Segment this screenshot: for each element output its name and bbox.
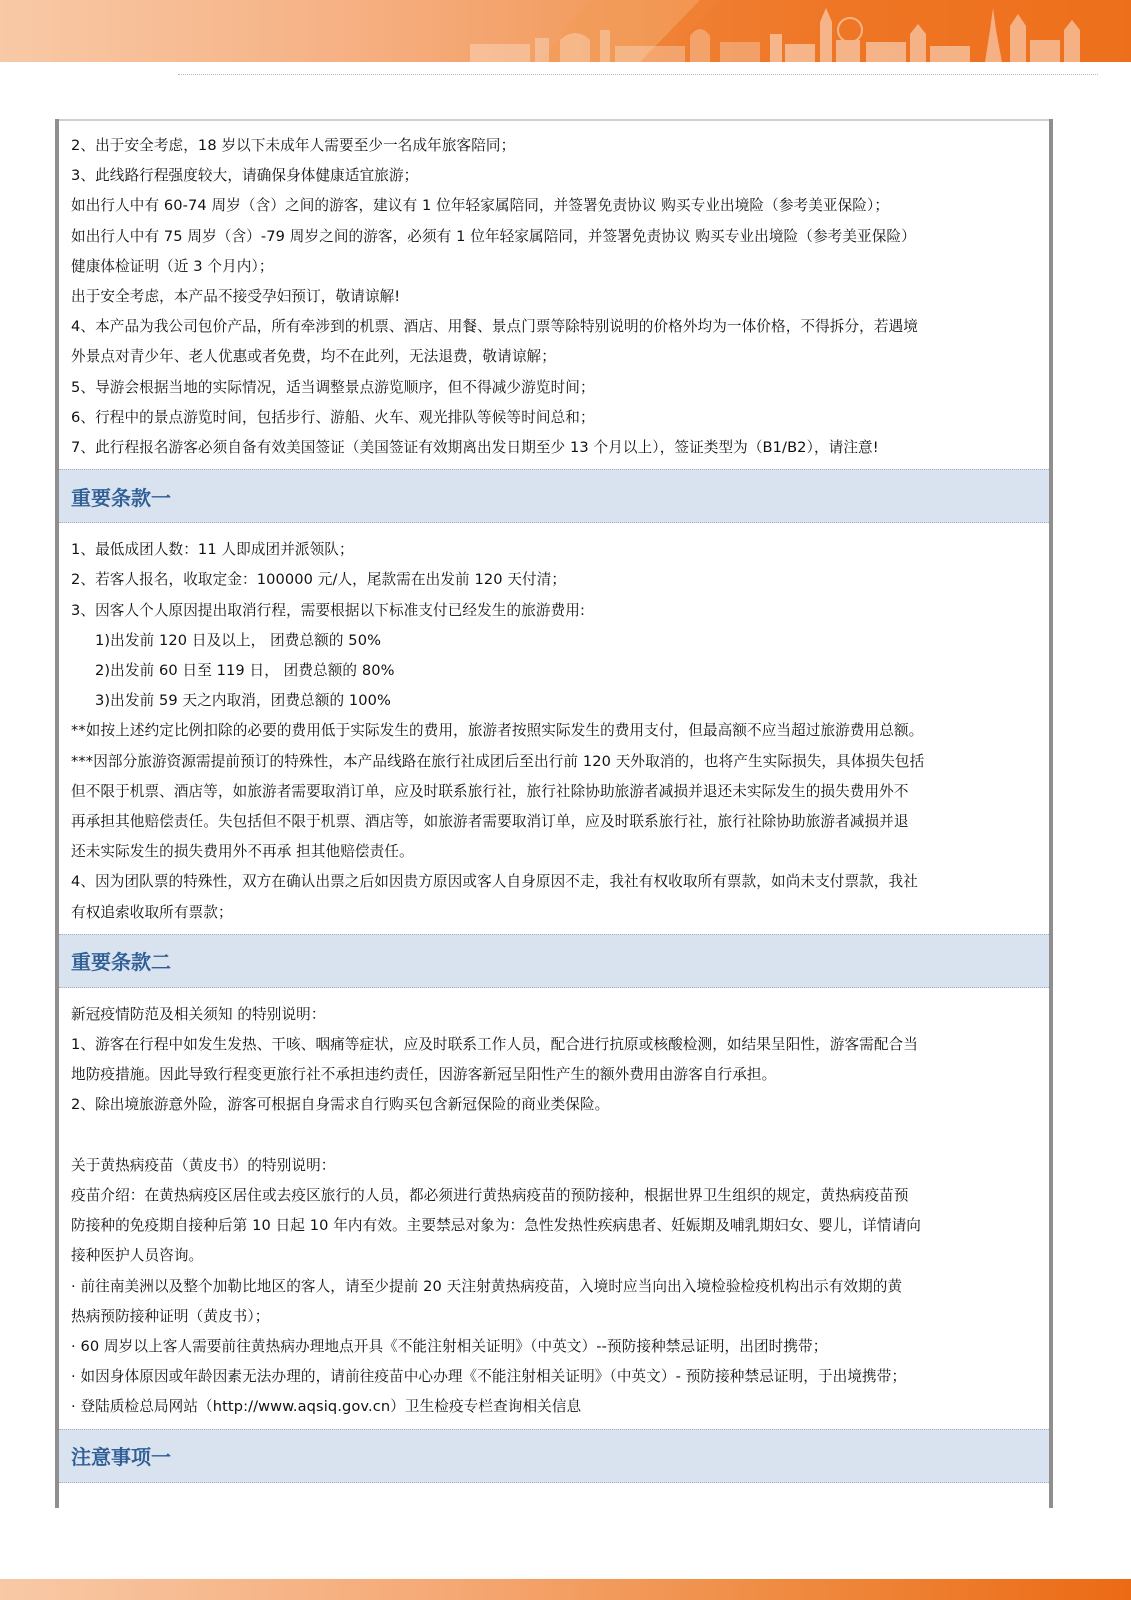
text-line: 2)出发前 60 日至 119 日， 团费总额的 80% [95,662,395,680]
skyline-decoration-icon [0,0,1131,62]
text-line: 热病预防接种证明（黄皮书）； [71,1307,270,1325]
text-line: ***因部分旅游资源需提前预订的特殊性，本产品线路在旅行社成团后至出行前 120 天外取消的，也将产生实际损失，具体损失包括 [71,752,925,770]
text-line: 关于黄热病疫苗（黄皮书）的特别说明： [71,1156,336,1174]
text-line: 1、游客在行程中如发生发热、干咳、咽痛等症状，应及时联系工作人员，配合进行抗原或核酸检测，如结果呈阳性，游客需配合当 [71,1036,918,1054]
spacer [71,1121,1039,1151]
text-line: 4、本产品为我公司包价产品，所有牵涉到的机票、酒店、用餐、景点门票等除特别说明的价格外均为一体价格，不得拆分，若遇境 [71,318,918,336]
text-line: 还未实际发生的损失费用外不再承 担其他赔偿责任。 [71,843,414,861]
text-line: 6、行程中的景点游览时间，包括步行、游船、火车、观光排队等候等时间总和； [71,408,595,426]
section-title-important-terms-2: 重要条款二 [59,934,1049,988]
text-line: 出于安全考虑，本产品不接受孕妇预订，敬请谅解! [71,288,401,306]
text-line: 1)出发前 120 日及以上， 团费总额的 50% [95,631,382,649]
text-line: 7、此行程报名游客必须自备有效美国签证（美国签证有效期离出发日期至少 13 个月以上），签证类型为（B1/B2），请注意! [71,439,879,457]
section-title-notes-1: 注意事项一 [59,1429,1049,1483]
text-line: 3、此线路行程强度较大，请确保身体健康适宜旅游； [71,167,419,185]
text-line: 如出行人中有 75 周岁（含）-79 周岁之间的游客，必须有 1 位年轻家属陪同，并签署免责协议 购买专业出境险（参考美亚保险） [71,227,916,245]
text-line: 3、因客人个人原因提出取消行程，需要根据以下标准支付已经发生的旅游费用: [71,601,585,619]
content-frame [55,119,1053,1508]
header-divider [178,74,1098,75]
text-line: 2、若客人报名，收取定金：100000 元/人，尾款需在出发前 120 天付清； [71,571,567,589]
text-line: 再承担其他赔偿责任。失包括但不限于机票、酒店等，如旅游者需要取消订单，应及时联系旅行社，旅行社除协助旅游者减损并退 [71,813,909,831]
text-line: 5、导游会根据当地的实际情况，适当调整景点游览顺序，但不得减少游览时间； [71,378,595,396]
text-line: 健康体检证明（近 3 个月内）； [71,257,274,275]
bullet-line: · 如因身体原因或年龄因素无法办理的，请前往疫苗中心办理《不能注射相关证明》（中英文）- 预防接种禁忌证明，于出境携带； [71,1368,907,1386]
text-line: 有权追索收取所有票款； [71,903,233,921]
bullet-line: · 前往南美洲以及整个加勒比地区的客人，请至少提前 20 天注射黄热病疫苗，入境时应当向出入境检验检疫机构出示有效期的黄 [71,1277,903,1295]
text-line: 新冠疫情防范及相关须知 的特别说明： [71,1005,326,1023]
text-line: 2、出于安全考虑，18 岁以下未成年人需要至少一名成年旅客陪同； [71,137,516,154]
text-line: 防接种的免疫期自接种后第 10 日起 10 年内有效。主要禁忌对象为：急性发热性疾病患者、妊娠期及哺乳期妇女、婴儿，详情请向 [71,1217,921,1235]
text-line: 地防疫措施。因此导致行程变更旅行社不承担违约责任，因游客新冠呈阳性产生的额外费用由游客自行承担。 [71,1066,777,1084]
section-title-important-terms-1: 重要条款一 [59,469,1049,523]
text-line: 如出行人中有 60-74 周岁（含）之间的游客，建议有 1 位年轻家属陪同，并签署免责协议 购买专业出境险（参考美亚保险）； [71,197,890,215]
text-line: 疫苗介绍：在黄热病疫区居住或去疫区旅行的人员，都必须进行黄热病疫苗的预防接种，根据世界卫生组织的规定，黄热病疫苗预 [71,1186,909,1204]
text-line: 外景点对青少年、老人优惠或者免费，均不在此列，无法退费，敬请谅解； [71,348,556,366]
text-line: 接种医护人员咨询。 [71,1247,204,1265]
text-line: 3)出发前 59 天之内取消，团费总额的 100% [95,692,392,710]
text-line: **如按上述约定比例扣除的必要的费用低于实际发生的费用，旅游者按照实际发生的费用支付，但最高额不应当超过旅游费用总额。 [71,722,924,740]
footer-banner [0,1579,1131,1600]
bullet-line: · 60 周岁以上客人需要前往黄热病办理地点开具《不能注射相关证明》（中英文）--预防接种禁忌证明，出团时携带； [71,1337,828,1355]
text-line: 4、因为团队票的特殊性，双方在确认出票之后如因贵方原因或客人自身原因不走，我社有权收取所有票款，如尚未支付票款，我社 [71,873,918,891]
text-line: 2、除出境旅游意外险，游客可根据自身需求自行购买包含新冠保险的商业类保险。 [71,1096,610,1114]
important-terms-1-block [59,523,1049,934]
important-terms-2-block [59,988,1049,1429]
header-banner [0,0,1131,62]
text-line: 1、最低成团人数：11 人即成团并派领队； [71,541,354,559]
intro-block [59,119,1049,469]
text-line: 但不限于机票、酒店等，如旅游者需要取消订单，应及时联系旅行社，旅行社除协助旅游者减损并退还未实际发生的损失费用外不 [71,782,909,800]
bullet-line: · 登陆质检总局网站（http://www.aqsiq.gov.cn）卫生检疫专栏查询相关信息 [71,1398,582,1416]
